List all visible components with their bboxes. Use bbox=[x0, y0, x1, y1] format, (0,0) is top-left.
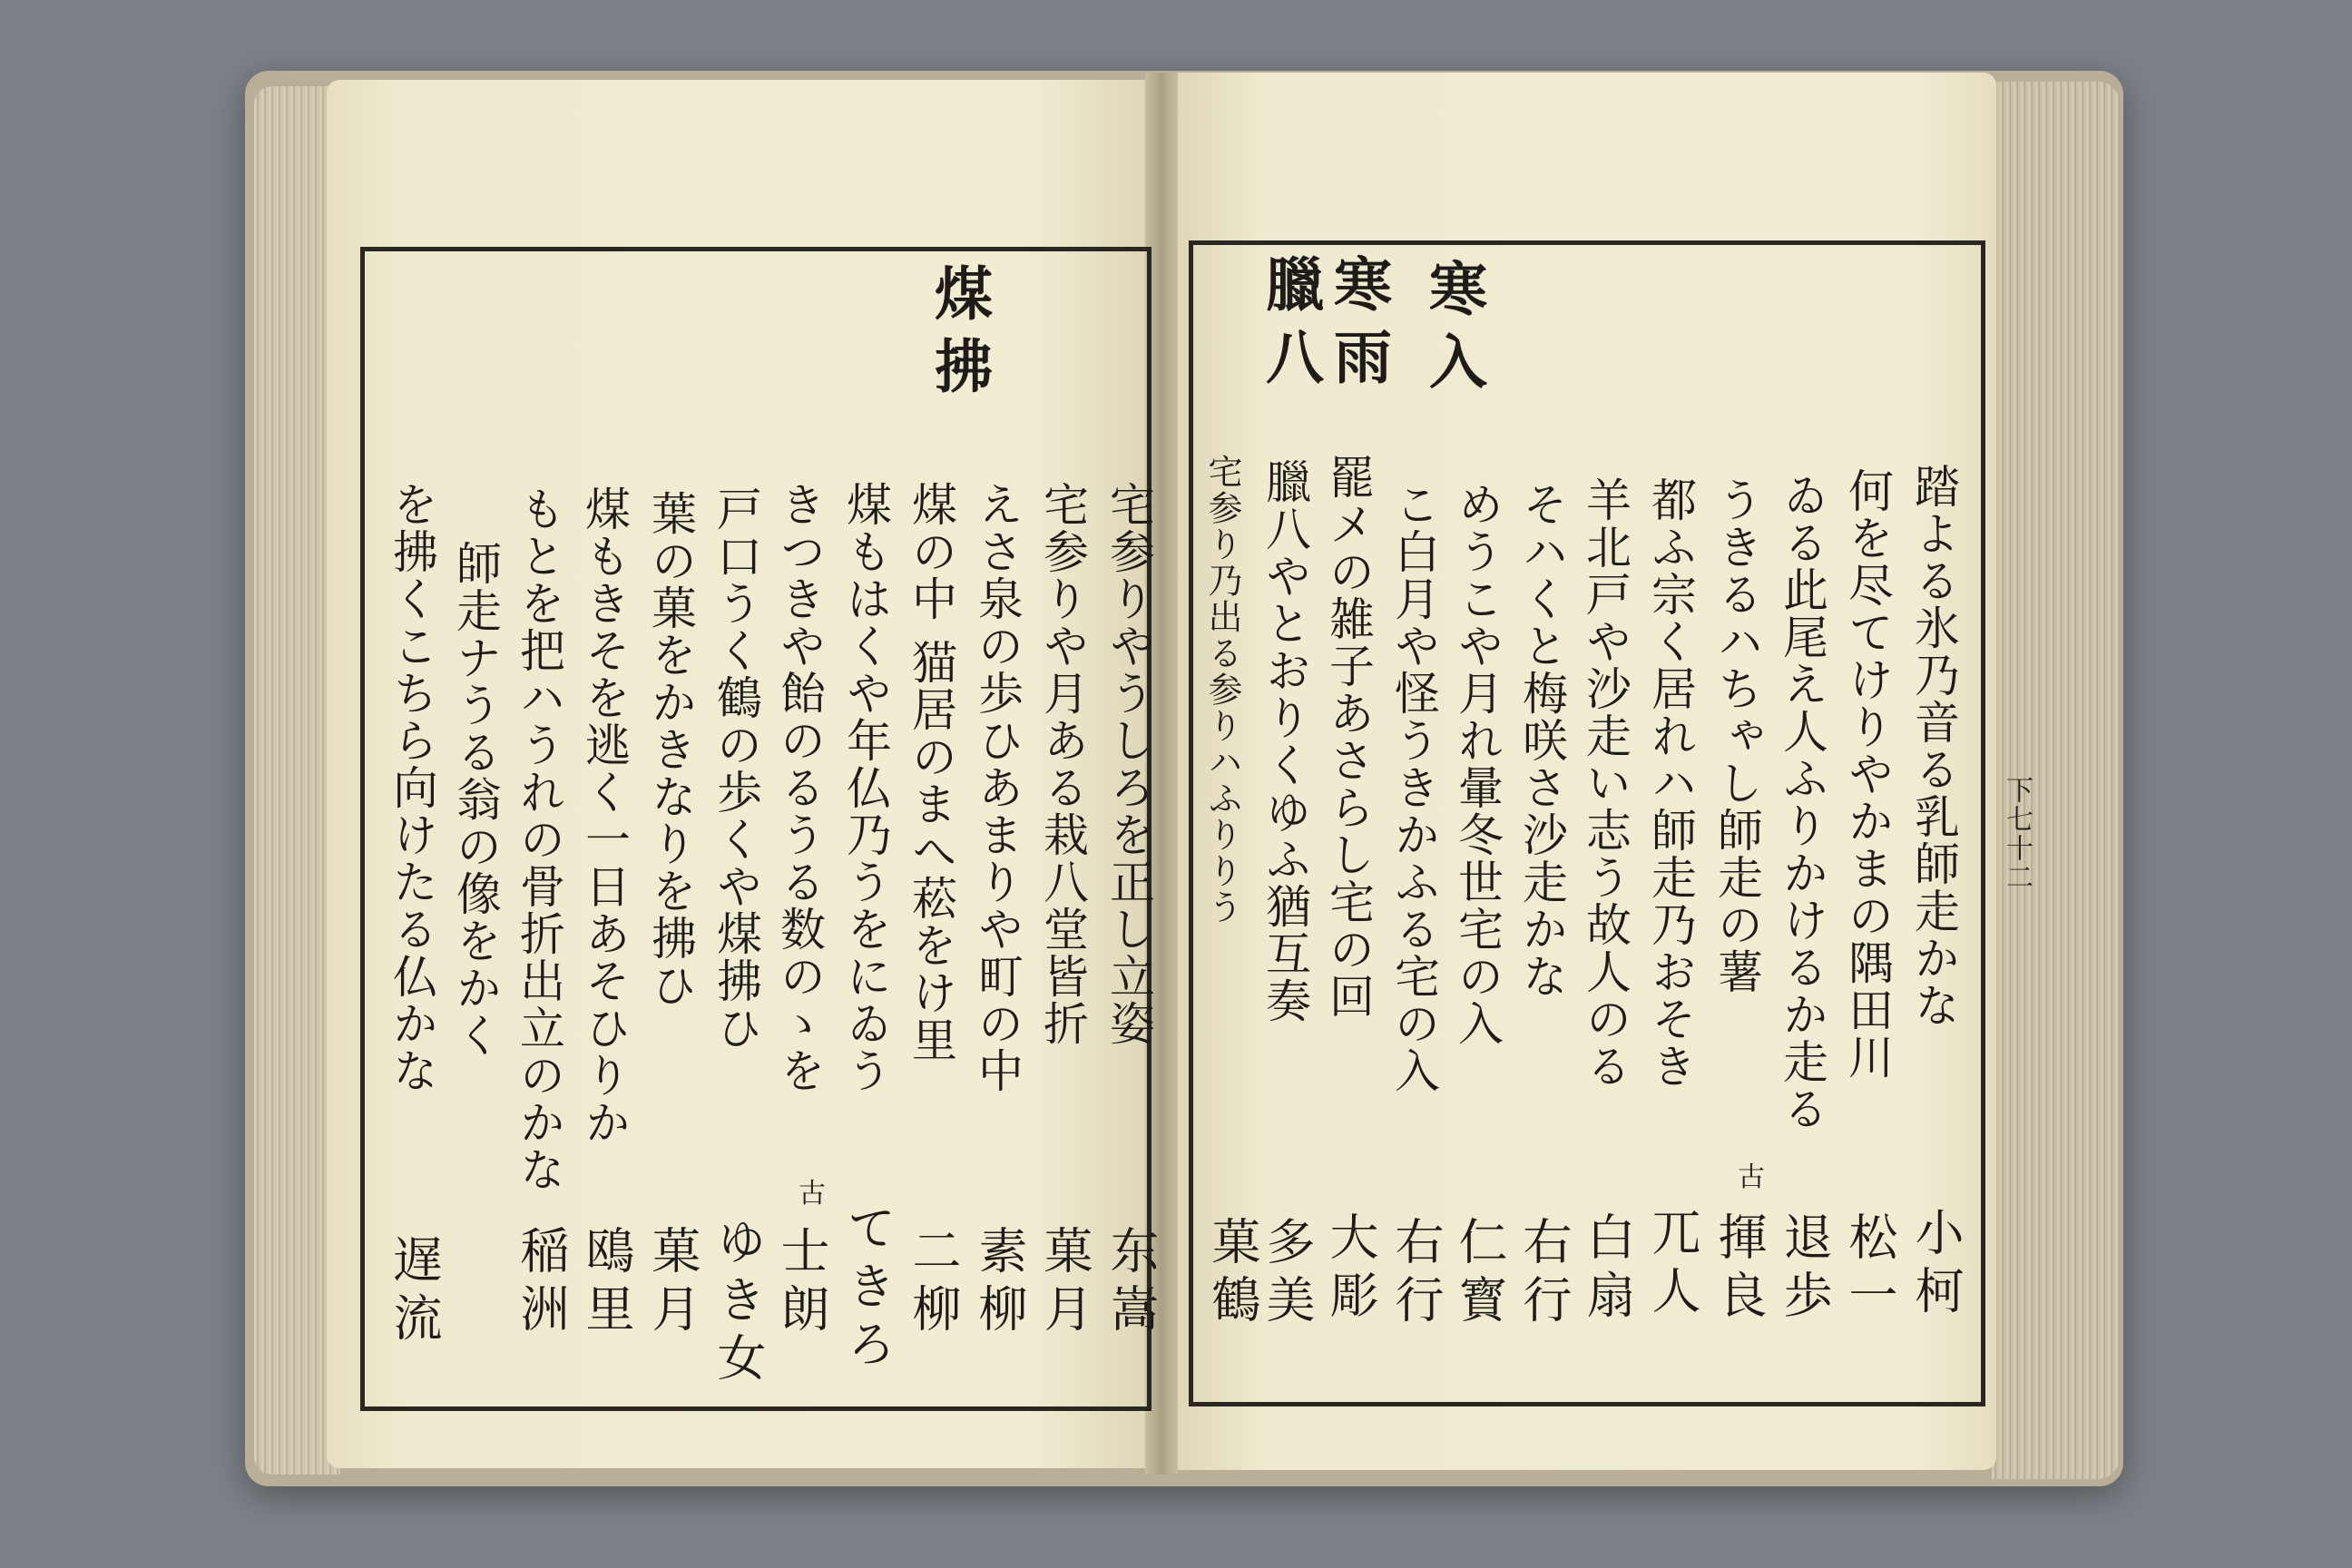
poem-line: 師走ナうる翁の像をかく bbox=[449, 540, 502, 1059]
poem-author: 白扇 bbox=[1579, 1211, 1636, 1328]
poem-line: 宅参りや月ある栽八堂皆折 bbox=[1036, 481, 1089, 1047]
poem-author: 揮良 bbox=[1710, 1211, 1768, 1328]
poem-line: 何を尽てけりやかまの隅田川 bbox=[1841, 467, 1894, 1081]
poem-author: 小柯 bbox=[1907, 1207, 1965, 1323]
poem-author: 稲洲 bbox=[513, 1225, 570, 1341]
poem-author: 菓鶴 bbox=[1204, 1216, 1261, 1332]
poem-author: 遅流 bbox=[386, 1234, 443, 1350]
poem-line: めうこや月れ暈冬世宅の入 bbox=[1451, 481, 1504, 1047]
poem-author: 士朗 bbox=[773, 1225, 830, 1341]
poem-author: 右行 bbox=[1515, 1216, 1573, 1332]
poem-line: えさ泉の歩ひあまりや町の中 bbox=[971, 481, 1024, 1094]
poem-author: 多美 bbox=[1259, 1216, 1316, 1332]
poem-author: 松一 bbox=[1841, 1211, 1898, 1328]
poem-line: 煤もはくや年仏乃うをにゐう bbox=[839, 481, 892, 1094]
poem-line: 宅参りやうしろを正し立姿 bbox=[1102, 481, 1155, 1047]
poem-author: 菓月 bbox=[1036, 1225, 1093, 1341]
poem-author: 东嵩 bbox=[1102, 1225, 1160, 1341]
heading-kannyu: 寒入 bbox=[1419, 259, 1487, 404]
mark-furu: 古 bbox=[1738, 1161, 1765, 1193]
poem-author: てきろ bbox=[839, 1202, 897, 1377]
poem-author: ゆき女 bbox=[710, 1216, 767, 1390]
mark-furu: 古 bbox=[799, 1178, 826, 1210]
poem-line: もとを把ハうれの骨折出立のかな bbox=[513, 485, 565, 1193]
poem-author: 仁寳 bbox=[1451, 1216, 1508, 1332]
poem-author: 右行 bbox=[1387, 1216, 1445, 1332]
poem-line: 罷メの雑子あさらし宅の回 bbox=[1322, 454, 1375, 1020]
poem-line: 葉の菓をかきなりを拂ひ bbox=[644, 490, 697, 1009]
poem-line: 羊北戸や沙走い志う故人のる bbox=[1579, 476, 1632, 1090]
poem-line: 戸口うく鶴の歩くや煤拂ひ bbox=[710, 485, 762, 1052]
poem-line: 都ふ宗く居れハ師走乃おそき bbox=[1644, 476, 1697, 1090]
heading-rohachi: 臘八 bbox=[1256, 254, 1324, 399]
poem-line: 踏よる氷乃音る乳師走かな bbox=[1907, 463, 1960, 1029]
poem-author: 菓月 bbox=[644, 1225, 701, 1341]
poem-line: うきるハちゃし師走の薯 bbox=[1710, 476, 1763, 995]
poem-line: 宅参り乃出る参りハふりりう bbox=[1202, 454, 1242, 926]
poem-line: こ白月や怪うきかふる宅の入 bbox=[1387, 481, 1440, 1094]
poem-line: きつきや飴のるうる数のゝを bbox=[773, 481, 826, 1094]
heading-susuharai: 煤拂 bbox=[925, 263, 993, 408]
poem-line: 煤もきそを逃く一日あそひりか bbox=[578, 485, 631, 1146]
poem-line: を拂くこちら向けたる仏かな bbox=[386, 481, 438, 1094]
poem-author: 素柳 bbox=[971, 1225, 1028, 1341]
poem-author: 二柳 bbox=[905, 1225, 962, 1341]
poem-line: 煤の中 猫居のまへ菘をけ里 bbox=[905, 481, 957, 1063]
heading-kanu: 寒雨 bbox=[1324, 254, 1392, 399]
poem-author: 兀人 bbox=[1644, 1207, 1701, 1323]
poem-author: 鴎里 bbox=[578, 1225, 635, 1341]
poem-author: 大彫 bbox=[1322, 1211, 1379, 1328]
poem-line: 臘八やとおりくゆふ猶互奏 bbox=[1259, 458, 1311, 1024]
poem-line: そハくと梅咲さ沙走かな bbox=[1515, 481, 1568, 1000]
poem-line: ゐる此尾え人ふりかけるか走る bbox=[1776, 472, 1828, 1132]
page-number: 下七十二 bbox=[2001, 776, 2033, 892]
poem-author: 退歩 bbox=[1776, 1211, 1833, 1328]
